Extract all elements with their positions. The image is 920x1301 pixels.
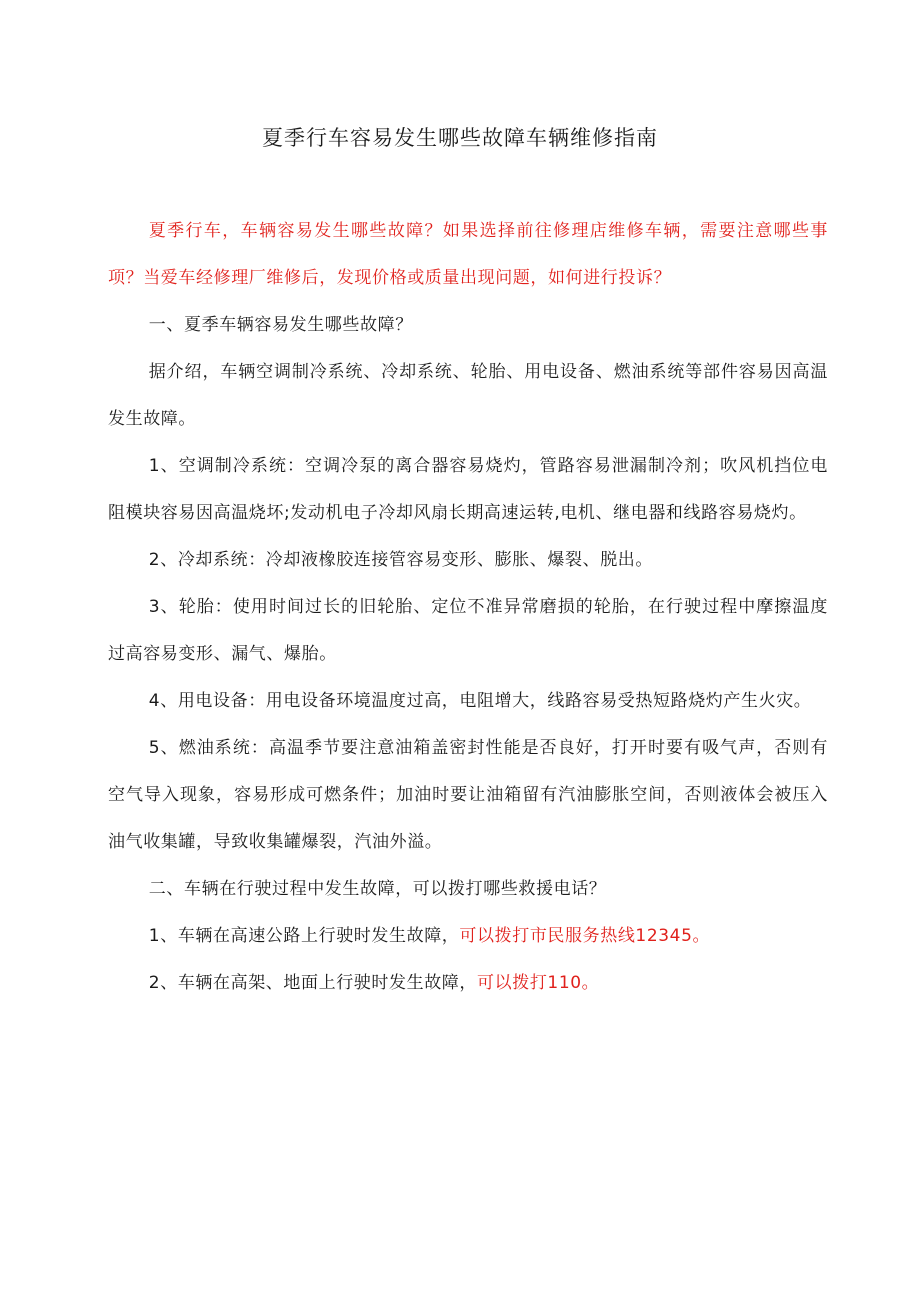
section-1-heading: 一、夏季车辆容易发生哪些故障？ <box>148 315 413 335</box>
fault-item-electrical: 4、用电设备：用电设备环境温度过高，电阻增大，线路容易受热短路烧灼产生火灾。 <box>148 691 812 711</box>
intro-paragraph: 夏季行车，车辆容易发生哪些故障？如果选择前往修理店维修车辆，需要注意哪些事项？当爱车经修理厂维修后，发现价格或质量出现问题，如何进行投诉？ <box>108 221 828 288</box>
section-2-heading: 二、车辆在行驶过程中发生故障，可以拨打哪些救援电话？ <box>148 879 607 899</box>
rescue-item-text: 2、车辆在高架、地面上行驶时发生故障， <box>148 973 478 993</box>
fault-item-aircon: 1、空调制冷系统：空调冷泵的离合器容易烧灼，管路容易泄漏制冷剂；吹风机挡位电阻模块容易因高温烧坏;发动机电子冷却风扇长期高速运转,电机、继电器和线路容易烧灼。 <box>108 456 828 523</box>
section-1-lead: 据介绍，车辆空调制冷系统、冷却系统、轮胎、用电设备、燃油系统等部件容易因高温发生故障。 <box>108 362 828 429</box>
fault-item-tires: 3、轮胎：使用时间过长的旧轮胎、定位不准异常磨损的轮胎，在行驶过程中摩擦温度过高容易变形、漏气、爆胎。 <box>108 597 828 664</box>
fault-item-fuel: 5、燃油系统：高温季节要注意油箱盖密封性能是否良好，打开时要有吸气声，否则有空气导入现象，容易形成可燃条件；加油时要让油箱留有汽油膨胀空间，否则液体会被压入油气收集罐，导致收集罐爆裂，汽油外溢。 <box>108 738 828 852</box>
rescue-hotline-highlight: 可以拨打市民服务热线12345。 <box>459 926 711 946</box>
document-body <box>108 208 828 1007</box>
rescue-hotline-highlight: 可以拨打110。 <box>477 973 600 993</box>
rescue-item-surface <box>108 960 828 1007</box>
rescue-item-text: 1、车辆在高速公路上行驶时发生故障， <box>148 926 460 946</box>
fault-item-cooling: 2、冷却系统：冷却液橡胶连接管容易变形、膨胀、爆裂、脱出。 <box>148 550 654 570</box>
page-title: 夏季行车容易发生哪些故障车辆维修指南 <box>262 126 658 150</box>
rescue-item-highway <box>108 913 828 960</box>
